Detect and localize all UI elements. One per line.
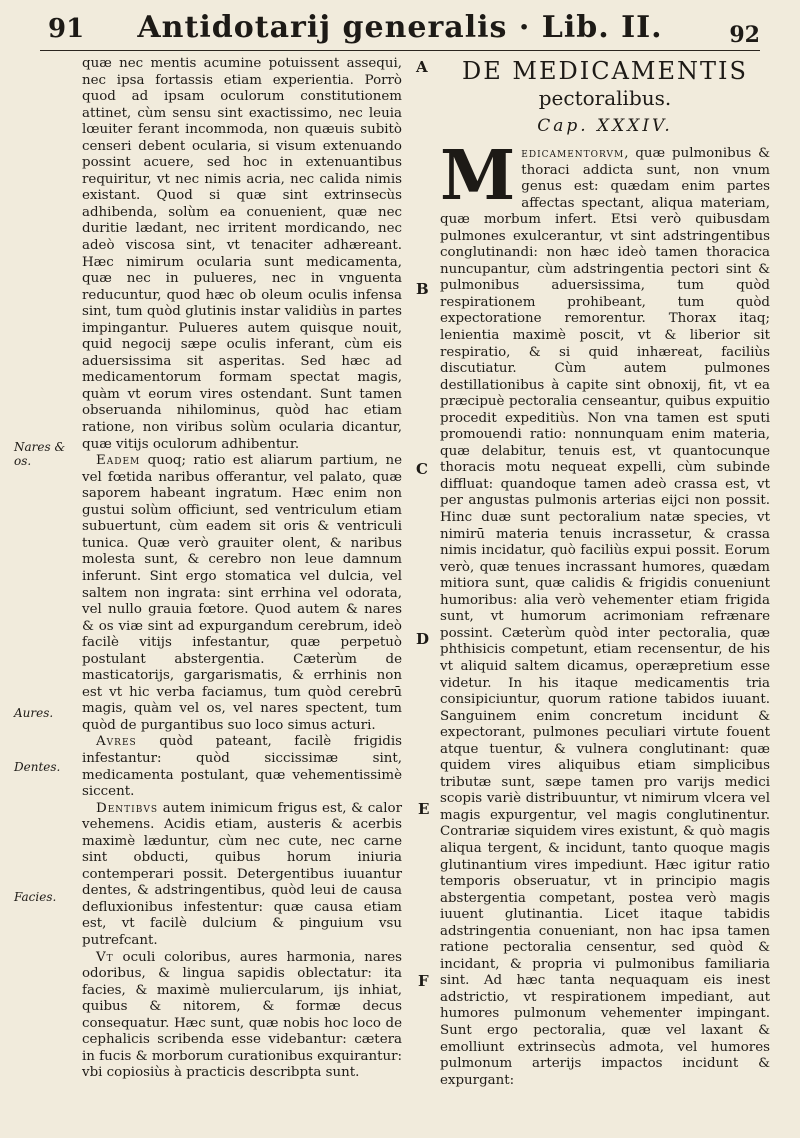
margin-note-facies: Facies. <box>14 890 57 904</box>
section-title: DE MEDICAMENTIS <box>462 57 748 85</box>
section-letter-d: D <box>416 630 430 648</box>
margin-note-dentes: Dentes. <box>14 760 61 774</box>
section-letter-e: E <box>418 800 430 818</box>
paragraph-lead-word: Dentibvs <box>96 800 159 816</box>
page-header <box>40 8 760 52</box>
left-paragraph-5 <box>82 950 402 1082</box>
section-subtitle: pectoralibus. <box>538 86 672 110</box>
paragraph-text: oculi coloribus, aures harmonia, nares odoribus, & lingua sapidis oblectatur: ita facies, & maximè muliercularum, ijs inhiat, quibus & nitorem, & formæ decus consequatur. Hæc sunt, quæ nobis hoc loco de cephalicis scribenda esse videbantur: cætera in fucis & morborum curationibus exquirantur: vbi copiosiùs à practicis describpta sunt. <box>82 949 402 1081</box>
header-rule <box>40 50 760 51</box>
left-paragraph-2 <box>82 453 402 734</box>
left-paragraph-3 <box>82 734 402 800</box>
drop-cap: M <box>440 136 516 216</box>
left-paragraph-1: quæ nec mentis acumine potuissent assequi, nec ipsa fortassis etiam experientia. Porrò quod ad ipsam oculorum constitutionem attinet, cùm sensu sint exactissimo, nec leuia lœuiter ferant incommoda, non quæuis subitò censeri debent ocularia, si visum extenuando possint acuere, sed hoc in extenuantibus requiritur, vt nec nimis acria, nec calida nimis existant. Quod si quæ sint extrinsecùs adhibenda, solùm ea conuenient, quæ nec duritie lædant, nec irritent mordicando, nec adeò viscosa sint, vt tenaciter adhæreant. Hæc nimirum ocularia sunt medicamenta, quæ nec in pulueres, nec in vnguenta reducuntur, quod hæc ob oleum oculis infensa sint, tum quòd glutinis instar validiùs in partes impingantur. Pulueres autem quisque nouit, quid negocij sæpe oculis inferant, cùm eis aduersissima sit asperitas. Sed hæc ad medicamentorum formam spectat magis, quàm vt eorum vires ostendant. Sunt tamen obseruanda nihilominus, quòd hac etiam ratione, non viribus solùm ocularia dicantur, quæ vitijs oculorum adhibentur. <box>82 56 402 452</box>
page-number-right: 92 <box>729 22 760 48</box>
section-letter-c: C <box>416 460 428 478</box>
paragraph-text: quòd pateant, facilè frigidis infestantur: quòd siccissimæ sint, medicamenta postulant, quæ vehementissimè siccent. <box>82 734 402 800</box>
chapter-heading: Cap. XXXIV. <box>537 116 673 136</box>
section-letter-b: B <box>416 280 429 298</box>
left-column <box>82 56 402 1082</box>
right-paragraph <box>440 136 770 1089</box>
paragraph-text: , quæ pulmonibus & thoraci addicta sunt, non vnum genus est: quædam enim partes affectas spectant, aliqua materiam, quæ morbum infert. Etsi verò quibusdam pulmones exulcerantur, vt sint adstringentibus conglutinandi: non hæc ideò tamen thoracica nuncupantur, cùm adstringentia pectori sint & pulmonibus aduersissima, tum quòd respirationem prohibeant, tum quòd expectoratione remorentur. Thorax itaq; lenientia maximè poscit, vt & liberior sit respiratio, & si quid inhæreat, faciliùs discutiatur. Cùm autem pulmones destillationibus à capite sint obnoxij, fit, vt ea præcipuè pectoralia censeantur, quibus expuitio procedit expeditiùs. Non vna tamen est sputi promouendi ratio: nonnunquam enim materia, quæ delabitur, tenuis est, vt quantocunque thoracis motu nequeat expelli, cùm subinde diffluat: quandoque tamen adeò crassa est, vt per angustas pulmonis arterias eijci non possit. Hinc duæ sunt pectoralium natæ species, vt nimirū materia tenuis incrassetur, & crassa nimis incidatur, quò faciliùs expui possit. Eorum verò, quæ tenues incrassant humores, quædam mitiora sunt, quæ calidis & frigidis conueniunt humoribus: alia verò vehementer etiam frigida sunt, vt humorum acrimoniam refrænare possint. Cæterùm quòd inter pectoralia, quæ phthisicis competunt, etiam recensentur, de his vt aliquid saltem dicamus, operæpretium esse videtur. In his itaque medicamentis tria consipiciuntur, quorum ratione tabidos iuuant. Sanguinem enim concretum incidunt & expectorant, pulmones peculiari virtute fouent atque tuentur, & vulnera conglutinant: quæ quidem vires aliquibus etiam simplicibus tributæ sunt, sæpe tamen pro varijs medici scopis variè distribuuntur, vt nimirum vlcera vel magis expurgentur, vel magis conglutinentur. Contrariæ siquidem vires existunt, & quò magis aliqua tergent, & incidunt, tanto quoque magis glutinantium vires impediunt. Hæc igitur ratio temporis obseruatur, vt in principio magis abstergentia competant, postea verò magis iuuent glutinantia. Licet itaque tabidis adstringentia conueniant, non hac ipsa tamen ratione pectoralia censentur, sed quòd & incidant, & propria vi pulmonibus familiaria sint. Ad hæc tanta nequaquam eis inest adstrictio, vt respirationem impediant, aut humores pulmonum vehementer impingant. Sunt ergo pectoralia, quæ vel laxant & emolliunt extrinsecùs admota, vel humores pulmonum arterijs impactos incidunt & expurgant: <box>440 146 770 1088</box>
opening-word: edicamentorvm <box>521 146 625 161</box>
margin-note-nares: Nares & os. <box>14 440 66 468</box>
section-letter-a: A <box>416 58 428 76</box>
section-letter-f: F <box>418 972 429 990</box>
paragraph-lead-word: Avres <box>96 734 137 750</box>
left-paragraph-4 <box>82 801 402 950</box>
paragraph-text: quoq; ratio est aliarum partium, ne vel fœtida naribus offerantur, vel palato, quæ saporem habeant ingratum. Hæc enim non gustui solùm officiunt, sed ventriculum etiam subuertunt, cùm eadem sit oris & ventriculi tunica. Quæ verò grauiter olent, & naribus molesta sunt, & cerebro non leue damnum inferunt. Sint ergo stomatica vel dulcia, vel saltem non ingrata: sint errhina vel odorata, vel nullo grauia fœtore. Quod autem & nares & os viæ sint ad expurgandum cerebrum, ideò facilè vitijs infestantur, quæ perpetuò postulant abstergentia. Cæterùm de masticatorijs, gargarismatis, & errhinis non est vt hic verba faciamus, tum quòd cerebrū magis, quàm vel os, vel nares spectent, tum quòd de purgantibus suo loco simus acturi. <box>82 453 402 733</box>
margin-note-aures: Aures. <box>14 706 54 720</box>
page-number-left: 91 <box>48 14 85 44</box>
paragraph-text: autem inimicum frigus est, & calor vehemens. Acidis etiam, austeris & acerbis maximè læduntur, cùm nec cute, nec carne sint obducti, quibus horum iniuria contemperari possit. Detergentibus iuuantur dentes, & adstringentibus, quòd leui de causa defluxionibus infestentur: quæ causa etiam est, vt facilè dulcium & pinguium vsu putrefcant. <box>82 800 402 948</box>
right-column <box>440 56 770 1089</box>
paragraph-lead-word: Eadem <box>96 453 141 469</box>
running-title: Antidotarij generalis · Lib. II. <box>137 10 663 45</box>
paragraph-lead-word: Vt <box>96 949 114 965</box>
